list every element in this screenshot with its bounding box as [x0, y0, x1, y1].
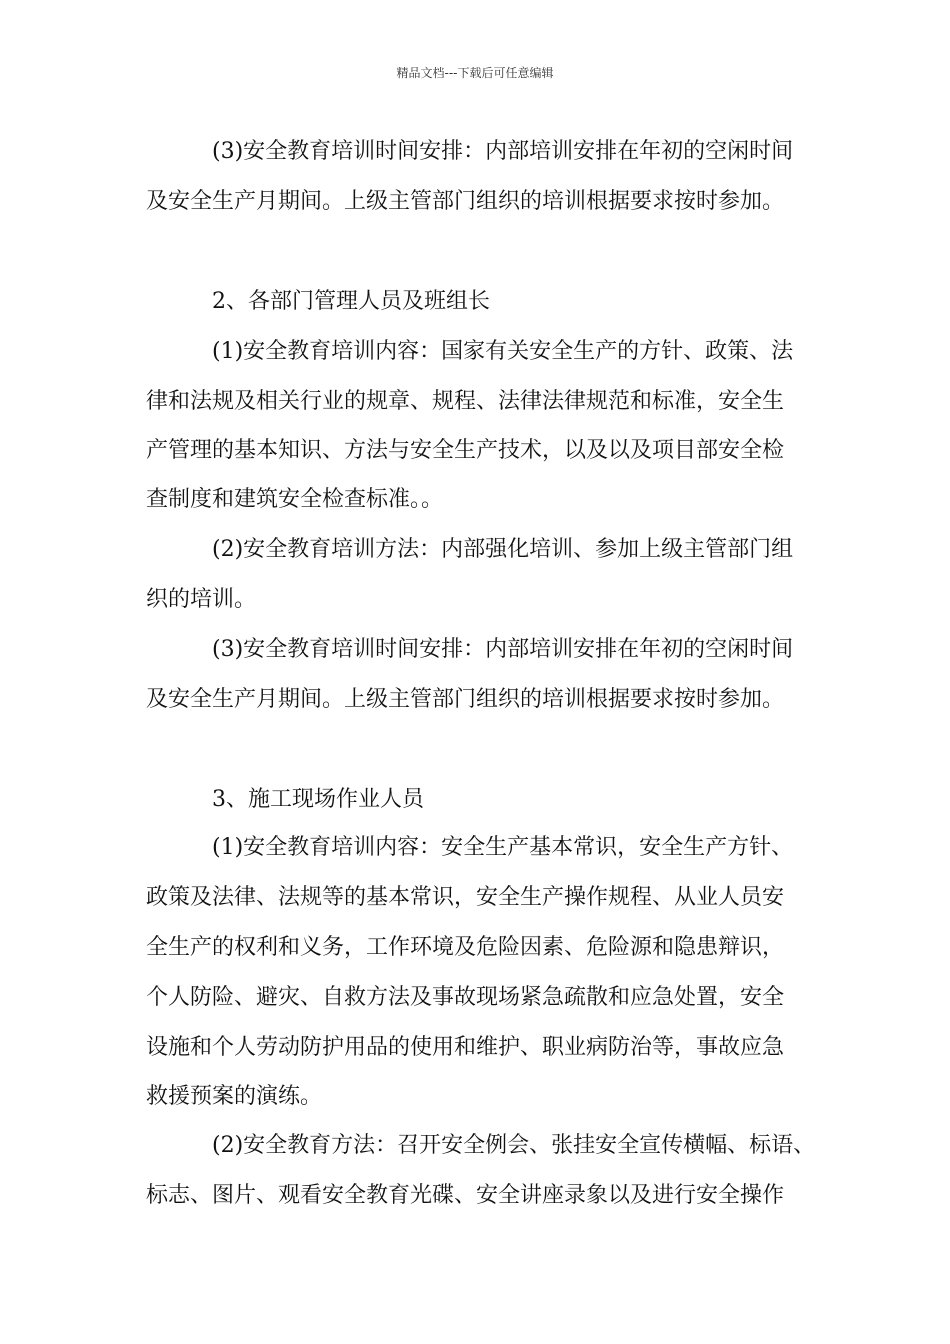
paragraph-line: 查制度和建筑安全检查标准。。 — [146, 487, 444, 512]
paragraph-line: (1)安全教育培训内容：国家有关安全生产的方针、政策、法 — [212, 339, 794, 364]
paragraph-line: 织的培训。 — [146, 587, 257, 612]
paragraph-line: 全生产的权利和义务，工作环境及危险因素、危险源和隐患辩识， — [146, 935, 785, 960]
paragraph-line: 政策及法律、法规等的基本常识，安全生产操作规程、从业人员安 — [146, 885, 785, 910]
page-header: 精品文档---下载后可任意编辑 — [396, 66, 554, 80]
paragraph-line: 律和法规及相关行业的规章、规程、法律法律规范和标准，安全生 — [146, 389, 785, 414]
paragraph-line: 设施和个人劳动防护用品的使用和维护、职业病防治等，事故应急 — [146, 1035, 785, 1060]
section-heading: 2、各部门管理人员及班组长 — [212, 289, 490, 314]
paragraph-line: 产管理的基本知识、方法与安全生产技术，以及以及项目部安全检 — [146, 438, 785, 463]
paragraph-line: 救援预案的演练。 — [146, 1084, 323, 1109]
paragraph-line: 及安全生产月期间。上级主管部门组织的培训根据要求按时参加。 — [146, 687, 785, 712]
paragraph-line: 及安全生产月期间。上级主管部门组织的培训根据要求按时参加。 — [146, 189, 785, 214]
paragraph-line: (3)安全教育培训时间安排：内部培训安排在年初的空闲时间 — [212, 139, 794, 164]
section-heading: 3、施工现场作业人员 — [212, 787, 424, 812]
paragraph-line: (2)安全教育培训方法：内部强化培训、参加上级主管部门组 — [212, 537, 794, 562]
paragraph-line: (1)安全教育培训内容：安全生产基本常识，安全生产方针、 — [212, 835, 794, 860]
paragraph-line: 个人防险、避灾、自救方法及事故现场紧急疏散和应急处置，安全 — [146, 985, 785, 1010]
paragraph-line: (3)安全教育培训时间安排：内部培训安排在年初的空闲时间 — [212, 637, 794, 662]
paragraph-line: 标志、图片、观看安全教育光碟、安全讲座录象以及进行安全操作 — [146, 1183, 785, 1208]
paragraph-line: (2)安全教育方法：召开安全例会、张挂安全宣传横幅、标语、 — [212, 1133, 816, 1158]
